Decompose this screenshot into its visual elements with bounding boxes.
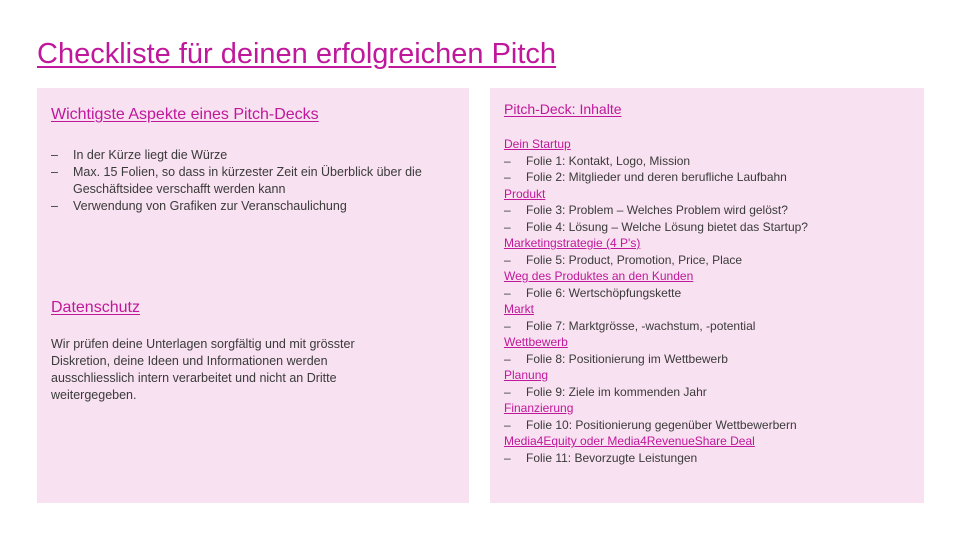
slide-item-text: Folie 7: Marktgrösse, -wachstum, -potential: [526, 318, 756, 333]
contents-section-title: Dein Startup: [504, 137, 571, 151]
contents-section-title: Produkt: [504, 186, 546, 201]
dash-icon: –: [504, 203, 511, 217]
list-item: – Max. 15 Folien, so dass in kürzester Zeit ein Überblick über die Geschäftsidee verschafft werden kann: [51, 165, 422, 196]
dash-icon: –: [504, 153, 511, 168]
privacy-heading: Datenschutz: [51, 299, 140, 316]
contents-slide-item: [504, 384, 914, 401]
contents-section-title: Finanzierung: [504, 401, 574, 415]
contents-slide-item: [504, 450, 914, 467]
slide-item-text: Folie 5: Product, Promotion, Price, Place: [526, 252, 743, 267]
slide-item-text: Folie 2: Mitglieder und deren berufliche Laufbahn: [526, 170, 787, 184]
slide-item-text: Folie 6: Wertschöpfungskette: [526, 285, 682, 300]
dash-icon: –: [51, 148, 58, 162]
slide-item-text: Folie 1: Kontakt, Logo, Mission: [526, 153, 691, 168]
contents-slide-item: [504, 252, 914, 269]
page-title: Checkliste für deinen erfolgreichen Pitch: [37, 38, 557, 70]
contents-section-title: Marketingstrategie (4 P's): [504, 236, 641, 250]
list-item: – Verwendung von Grafiken zur Veranschaulichung: [51, 199, 347, 213]
dash-icon: –: [504, 417, 511, 432]
key-aspects-list: [51, 147, 451, 215]
contents-section-title: Planung: [504, 368, 549, 382]
dash-icon: –: [504, 450, 511, 465]
slide-item-text: Folie 10: Positionierung gegenüber Wettbewerbern: [526, 417, 797, 432]
key-aspects-heading: Wichtigste Aspekte eines Pitch-Decks: [51, 106, 319, 123]
contents-slide-item: [504, 219, 914, 236]
contents-list: [504, 136, 914, 466]
pitch-deck-contents-panel: [490, 88, 924, 503]
slide-item-text: Folie 8: Positionierung im Wettbewerb: [526, 351, 728, 366]
contents-section-title: Media4Equity oder Media4RevenueShare Deal: [504, 434, 755, 448]
contents-section-title: Markt: [504, 302, 534, 316]
slide-item-text: Folie 9: Ziele im kommenden Jahr: [526, 384, 707, 399]
key-aspects-panel: [37, 88, 469, 503]
dash-icon: –: [504, 252, 511, 267]
contents-slide-item: [504, 351, 914, 368]
contents-section-title: Weg des Produktes an den Kunden: [504, 269, 694, 283]
dash-icon: –: [504, 384, 511, 399]
dash-icon: –: [504, 219, 511, 234]
privacy-text: Wir prüfen deine Unterlagen sorgfältig und mit grösster Diskretion, deine Ideen und Informationen werden ausschliesslich intern verarbeitet und nicht an Dritte weitergegeben.: [51, 337, 355, 402]
contents-slide-item: [504, 169, 914, 186]
dash-icon: –: [51, 165, 58, 179]
dash-icon: –: [51, 199, 58, 213]
contents-slide-item: [504, 318, 914, 335]
dash-icon: –: [504, 170, 511, 184]
slide-item-text: Folie 4: Lösung – Welche Lösung bietet das Startup?: [526, 219, 808, 234]
list-item: – In der Kürze liegt die Würze: [51, 148, 228, 162]
contents-slide-item: [504, 285, 914, 302]
dash-icon: –: [504, 318, 511, 333]
slide-item-text: Folie 11: Bevorzugte Leistungen: [526, 450, 698, 465]
dash-icon: –: [504, 285, 511, 300]
contents-section-title: Wettbewerb: [504, 335, 568, 349]
slide-item-text: Folie 3: Problem – Welches Problem wird gelöst?: [526, 203, 788, 217]
dash-icon: –: [504, 351, 511, 366]
contents-slide-item: [504, 202, 914, 219]
contents-slide-item: [504, 417, 914, 434]
contents-heading: Pitch-Deck: Inhalte: [504, 101, 622, 117]
contents-slide-item: [504, 153, 914, 170]
